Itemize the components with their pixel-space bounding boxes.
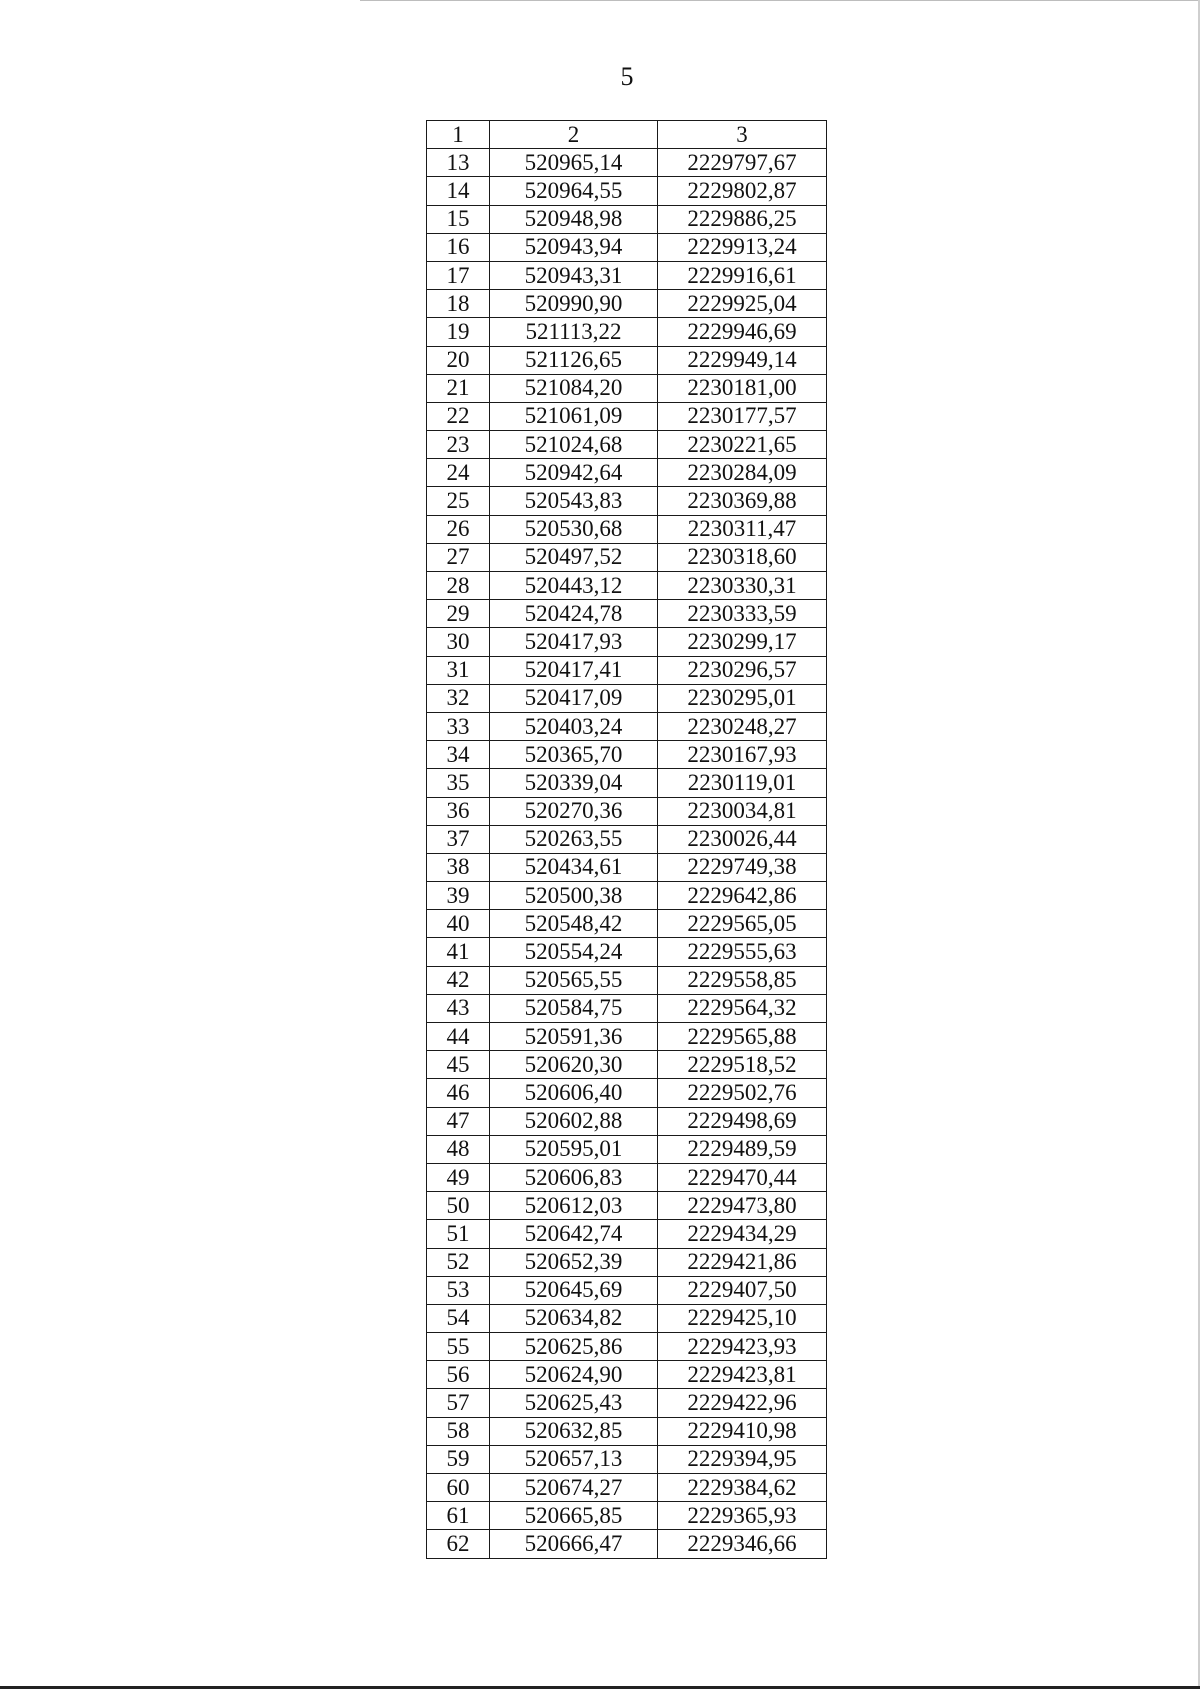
point-number-cell: 14 <box>427 177 490 205</box>
y-coordinate-cell: 2230034,81 <box>658 797 827 825</box>
x-coordinate-cell: 520990,90 <box>490 290 658 318</box>
table-row <box>427 1051 827 1079</box>
y-coordinate-cell: 2229423,81 <box>658 1361 827 1389</box>
y-coordinate-cell: 2229394,95 <box>658 1445 827 1473</box>
point-number-cell: 16 <box>427 233 490 261</box>
y-coordinate-cell: 2230119,01 <box>658 769 827 797</box>
point-number-cell: 33 <box>427 712 490 740</box>
point-number-cell: 48 <box>427 1135 490 1163</box>
y-coordinate-cell: 2230221,65 <box>658 431 827 459</box>
x-coordinate-cell: 520657,13 <box>490 1445 658 1473</box>
x-coordinate-cell: 520403,24 <box>490 712 658 740</box>
y-coordinate-cell: 2229642,86 <box>658 882 827 910</box>
y-coordinate-cell: 2229422,96 <box>658 1389 827 1417</box>
table-row <box>427 1389 827 1417</box>
point-number-cell: 62 <box>427 1530 490 1558</box>
table-row <box>427 1107 827 1135</box>
table-row <box>427 290 827 318</box>
table-row <box>427 769 827 797</box>
point-number-cell: 36 <box>427 797 490 825</box>
point-number-cell: 45 <box>427 1051 490 1079</box>
x-coordinate-cell: 520434,61 <box>490 853 658 881</box>
point-number-cell: 43 <box>427 994 490 1022</box>
x-coordinate-cell: 520620,30 <box>490 1051 658 1079</box>
x-coordinate-cell: 520339,04 <box>490 769 658 797</box>
header-col-2: 2 <box>490 121 658 149</box>
table-row <box>427 149 827 177</box>
point-number-cell: 20 <box>427 346 490 374</box>
y-coordinate-cell: 2229558,85 <box>658 966 827 994</box>
table-row <box>427 1079 827 1107</box>
point-number-cell: 15 <box>427 205 490 233</box>
table-row <box>427 797 827 825</box>
point-number-cell: 56 <box>427 1361 490 1389</box>
x-coordinate-cell: 520424,78 <box>490 600 658 628</box>
table-row <box>427 487 827 515</box>
point-number-cell: 13 <box>427 149 490 177</box>
y-coordinate-cell: 2230369,88 <box>658 487 827 515</box>
point-number-cell: 24 <box>427 459 490 487</box>
y-coordinate-cell: 2230318,60 <box>658 543 827 571</box>
coordinates-table <box>426 120 827 1559</box>
point-number-cell: 23 <box>427 431 490 459</box>
point-number-cell: 21 <box>427 374 490 402</box>
point-number-cell: 32 <box>427 684 490 712</box>
point-number-cell: 58 <box>427 1417 490 1445</box>
table-row <box>427 1276 827 1304</box>
y-coordinate-cell: 2229913,24 <box>658 233 827 261</box>
point-number-cell: 49 <box>427 1163 490 1191</box>
y-coordinate-cell: 2230177,57 <box>658 402 827 430</box>
x-coordinate-cell: 520584,75 <box>490 994 658 1022</box>
table-row <box>427 938 827 966</box>
y-coordinate-cell: 2229565,05 <box>658 910 827 938</box>
table-row <box>427 1333 827 1361</box>
y-coordinate-cell: 2229925,04 <box>658 290 827 318</box>
y-coordinate-cell: 2230026,44 <box>658 825 827 853</box>
x-coordinate-cell: 520964,55 <box>490 177 658 205</box>
table-row <box>427 825 827 853</box>
x-coordinate-cell: 520417,41 <box>490 656 658 684</box>
x-coordinate-cell: 520634,82 <box>490 1304 658 1332</box>
x-coordinate-cell: 520602,88 <box>490 1107 658 1135</box>
table-row <box>427 1163 827 1191</box>
x-coordinate-cell: 520666,47 <box>490 1530 658 1558</box>
header-col-1: 1 <box>427 121 490 149</box>
table-row <box>427 431 827 459</box>
point-number-cell: 59 <box>427 1445 490 1473</box>
x-coordinate-cell: 520948,98 <box>490 205 658 233</box>
table-row <box>427 261 827 289</box>
y-coordinate-cell: 2229498,69 <box>658 1107 827 1135</box>
y-coordinate-cell: 2230333,59 <box>658 600 827 628</box>
x-coordinate-cell: 520365,70 <box>490 741 658 769</box>
point-number-cell: 30 <box>427 628 490 656</box>
y-coordinate-cell: 2229421,86 <box>658 1248 827 1276</box>
y-coordinate-cell: 2230295,01 <box>658 684 827 712</box>
point-number-cell: 54 <box>427 1304 490 1332</box>
x-coordinate-cell: 521113,22 <box>490 318 658 346</box>
table-row <box>427 712 827 740</box>
point-number-cell: 60 <box>427 1474 490 1502</box>
scan-top-edge <box>360 0 1200 1</box>
point-number-cell: 18 <box>427 290 490 318</box>
y-coordinate-cell: 2229473,80 <box>658 1192 827 1220</box>
x-coordinate-cell: 520965,14 <box>490 149 658 177</box>
table-row <box>427 1445 827 1473</box>
y-coordinate-cell: 2229797,67 <box>658 149 827 177</box>
x-coordinate-cell: 520565,55 <box>490 966 658 994</box>
point-number-cell: 22 <box>427 402 490 430</box>
table-row <box>427 1474 827 1502</box>
x-coordinate-cell: 520632,85 <box>490 1417 658 1445</box>
table-row <box>427 1220 827 1248</box>
table-row <box>427 628 827 656</box>
x-coordinate-cell: 520665,85 <box>490 1502 658 1530</box>
table-row <box>427 1304 827 1332</box>
x-coordinate-cell: 520530,68 <box>490 515 658 543</box>
point-number-cell: 40 <box>427 910 490 938</box>
table-row <box>427 853 827 881</box>
header-col-3: 3 <box>658 121 827 149</box>
point-number-cell: 17 <box>427 261 490 289</box>
y-coordinate-cell: 2229434,29 <box>658 1220 827 1248</box>
point-number-cell: 55 <box>427 1333 490 1361</box>
y-coordinate-cell: 2229470,44 <box>658 1163 827 1191</box>
table-row <box>427 1135 827 1163</box>
x-coordinate-cell: 520548,42 <box>490 910 658 938</box>
table-row <box>427 1023 827 1051</box>
x-coordinate-cell: 520606,40 <box>490 1079 658 1107</box>
y-coordinate-cell: 2229423,93 <box>658 1333 827 1361</box>
x-coordinate-cell: 520625,43 <box>490 1389 658 1417</box>
x-coordinate-cell: 520645,69 <box>490 1276 658 1304</box>
point-number-cell: 37 <box>427 825 490 853</box>
y-coordinate-cell: 2229407,50 <box>658 1276 827 1304</box>
x-coordinate-cell: 521061,09 <box>490 402 658 430</box>
x-coordinate-cell: 520942,64 <box>490 459 658 487</box>
table-row <box>427 177 827 205</box>
table-row <box>427 205 827 233</box>
x-coordinate-cell: 520612,03 <box>490 1192 658 1220</box>
table-row <box>427 374 827 402</box>
table-row <box>427 318 827 346</box>
x-coordinate-cell: 521024,68 <box>490 431 658 459</box>
x-coordinate-cell: 520943,94 <box>490 233 658 261</box>
x-coordinate-cell: 520674,27 <box>490 1474 658 1502</box>
point-number-cell: 28 <box>427 572 490 600</box>
table-row <box>427 1361 827 1389</box>
x-coordinate-cell: 520595,01 <box>490 1135 658 1163</box>
x-coordinate-cell: 520443,12 <box>490 572 658 600</box>
y-coordinate-cell: 2229749,38 <box>658 853 827 881</box>
point-number-cell: 19 <box>427 318 490 346</box>
point-number-cell: 27 <box>427 543 490 571</box>
table-row <box>427 994 827 1022</box>
y-coordinate-cell: 2230284,09 <box>658 459 827 487</box>
y-coordinate-cell: 2229384,62 <box>658 1474 827 1502</box>
point-number-cell: 44 <box>427 1023 490 1051</box>
table-row <box>427 966 827 994</box>
y-coordinate-cell: 2229949,14 <box>658 346 827 374</box>
x-coordinate-cell: 520606,83 <box>490 1163 658 1191</box>
point-number-cell: 57 <box>427 1389 490 1417</box>
x-coordinate-cell: 520417,93 <box>490 628 658 656</box>
y-coordinate-cell: 2229489,59 <box>658 1135 827 1163</box>
y-coordinate-cell: 2229886,25 <box>658 205 827 233</box>
point-number-cell: 41 <box>427 938 490 966</box>
table-row <box>427 402 827 430</box>
x-coordinate-cell: 520417,09 <box>490 684 658 712</box>
table-row <box>427 910 827 938</box>
y-coordinate-cell: 2229946,69 <box>658 318 827 346</box>
point-number-cell: 38 <box>427 853 490 881</box>
point-number-cell: 35 <box>427 769 490 797</box>
point-number-cell: 42 <box>427 966 490 994</box>
y-coordinate-cell: 2230311,47 <box>658 515 827 543</box>
x-coordinate-cell: 521084,20 <box>490 374 658 402</box>
y-coordinate-cell: 2230167,93 <box>658 741 827 769</box>
x-coordinate-cell: 520625,86 <box>490 1333 658 1361</box>
table-row <box>427 346 827 374</box>
table-row <box>427 543 827 571</box>
y-coordinate-cell: 2230181,00 <box>658 374 827 402</box>
y-coordinate-cell: 2229410,98 <box>658 1417 827 1445</box>
y-coordinate-cell: 2229346,66 <box>658 1530 827 1558</box>
table-row <box>427 515 827 543</box>
x-coordinate-cell: 520543,83 <box>490 487 658 515</box>
point-number-cell: 53 <box>427 1276 490 1304</box>
x-coordinate-cell: 521126,65 <box>490 346 658 374</box>
table-row <box>427 459 827 487</box>
x-coordinate-cell: 520263,55 <box>490 825 658 853</box>
x-coordinate-cell: 520497,52 <box>490 543 658 571</box>
x-coordinate-cell: 520652,39 <box>490 1248 658 1276</box>
table-body <box>427 149 827 1558</box>
y-coordinate-cell: 2230299,17 <box>658 628 827 656</box>
point-number-cell: 47 <box>427 1107 490 1135</box>
y-coordinate-cell: 2230296,57 <box>658 656 827 684</box>
point-number-cell: 26 <box>427 515 490 543</box>
y-coordinate-cell: 2229916,61 <box>658 261 827 289</box>
point-number-cell: 34 <box>427 741 490 769</box>
y-coordinate-cell: 2229565,88 <box>658 1023 827 1051</box>
y-coordinate-cell: 2229365,93 <box>658 1502 827 1530</box>
table-row <box>427 741 827 769</box>
table-row <box>427 882 827 910</box>
x-coordinate-cell: 520554,24 <box>490 938 658 966</box>
x-coordinate-cell: 520270,36 <box>490 797 658 825</box>
point-number-cell: 46 <box>427 1079 490 1107</box>
y-coordinate-cell: 2229564,32 <box>658 994 827 1022</box>
table-header <box>427 121 827 149</box>
header-row <box>427 121 827 149</box>
point-number-cell: 52 <box>427 1248 490 1276</box>
y-coordinate-cell: 2230330,31 <box>658 572 827 600</box>
table-row <box>427 656 827 684</box>
y-coordinate-cell: 2229555,63 <box>658 938 827 966</box>
point-number-cell: 31 <box>427 656 490 684</box>
x-coordinate-cell: 520500,38 <box>490 882 658 910</box>
table-row <box>427 1502 827 1530</box>
point-number-cell: 39 <box>427 882 490 910</box>
table-row <box>427 1248 827 1276</box>
page-number: 5 <box>620 62 634 91</box>
table-row <box>427 233 827 261</box>
table-row <box>427 600 827 628</box>
table-row <box>427 1417 827 1445</box>
y-coordinate-cell: 2229802,87 <box>658 177 827 205</box>
x-coordinate-cell: 520943,31 <box>490 261 658 289</box>
point-number-cell: 51 <box>427 1220 490 1248</box>
table-row <box>427 1192 827 1220</box>
point-number-cell: 29 <box>427 600 490 628</box>
x-coordinate-cell: 520591,36 <box>490 1023 658 1051</box>
y-coordinate-cell: 2229502,76 <box>658 1079 827 1107</box>
x-coordinate-cell: 520624,90 <box>490 1361 658 1389</box>
point-number-cell: 50 <box>427 1192 490 1220</box>
table-row <box>427 1530 827 1558</box>
y-coordinate-cell: 2229425,10 <box>658 1304 827 1332</box>
point-number-cell: 25 <box>427 487 490 515</box>
y-coordinate-cell: 2230248,27 <box>658 712 827 740</box>
point-number-cell: 61 <box>427 1502 490 1530</box>
y-coordinate-cell: 2229518,52 <box>658 1051 827 1079</box>
table-row <box>427 572 827 600</box>
x-coordinate-cell: 520642,74 <box>490 1220 658 1248</box>
table-row <box>427 684 827 712</box>
